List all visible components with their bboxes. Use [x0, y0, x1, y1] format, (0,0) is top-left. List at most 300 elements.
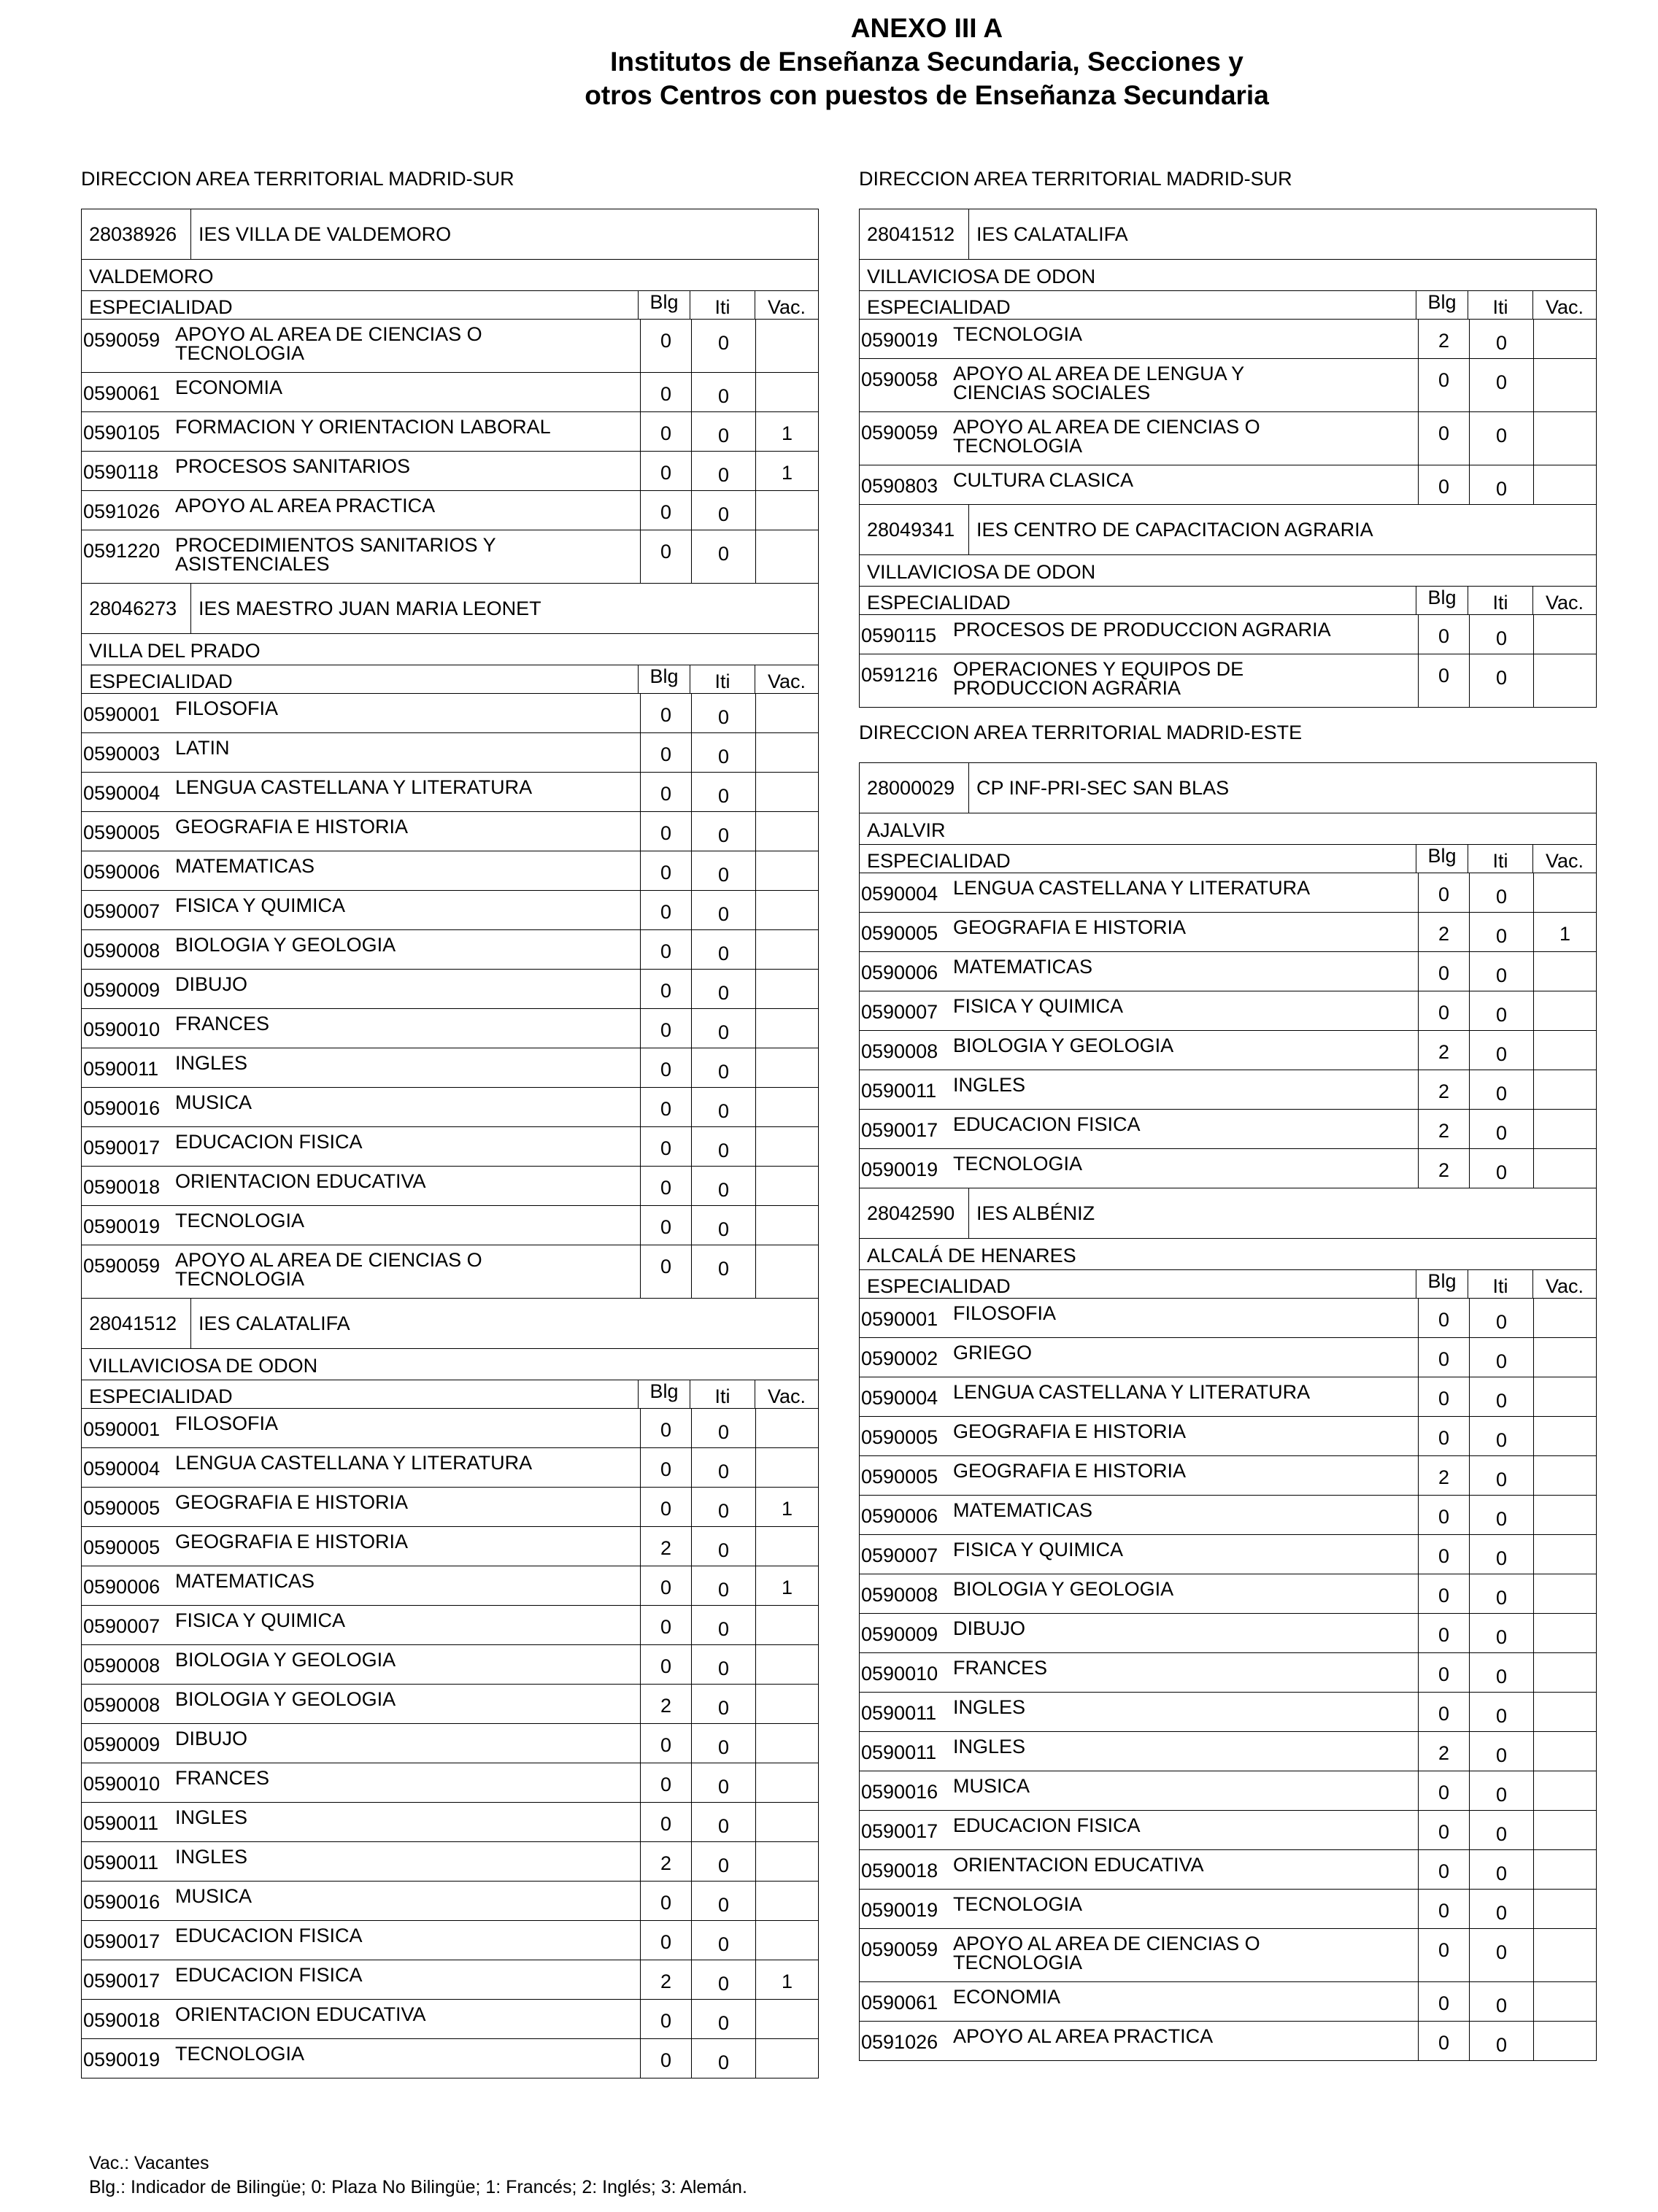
speciality-cell [82, 1685, 640, 1723]
speciality-name [175, 1014, 640, 1048]
speciality-name-line: INGLES [953, 1696, 1026, 1718]
speciality-name-line: FORMACION Y ORIENTACION LABORAL [175, 416, 551, 438]
speciality-cell [82, 851, 640, 890]
speciality-name-line: BIOLOGIA Y GEOLOGIA [953, 1578, 1174, 1600]
speciality-name [953, 1382, 1418, 1416]
center-town: VILLAVICIOSA DE ODON [860, 555, 1596, 587]
table-row [82, 1048, 818, 1088]
speciality-cell [82, 1127, 640, 1166]
iti-value: 0 [691, 373, 755, 411]
vac-value [755, 1206, 818, 1245]
table-row [860, 1338, 1596, 1377]
iti-value: 0 [691, 452, 755, 490]
speciality-name-line: APOYO AL AREA DE CIENCIAS O [953, 416, 1260, 438]
blg-value: 0 [640, 1763, 691, 1802]
speciality-code: 0590011 [83, 1812, 159, 1834]
speciality-cell [82, 1206, 640, 1245]
speciality-cell [860, 412, 1418, 465]
blg-value: 0 [1418, 1535, 1469, 1574]
speciality-code: 0590010 [861, 1663, 938, 1685]
speciality-name-line: MATEMATICAS [175, 1570, 315, 1592]
blg-value: 0 [1418, 1890, 1469, 1928]
table-row [82, 1009, 818, 1048]
speciality-name [175, 699, 640, 732]
speciality-code: 0590009 [861, 1623, 938, 1645]
iti-value: 0 [691, 1803, 755, 1841]
speciality-name [175, 1250, 640, 1298]
header-blg: Blg [638, 291, 690, 319]
vac-value [755, 1088, 818, 1126]
table-row [82, 412, 818, 452]
speciality-cell [82, 891, 640, 929]
header-especialidad: ESPECIALIDAD [867, 850, 1011, 872]
speciality-name [175, 1211, 640, 1245]
vac-value [755, 1763, 818, 1802]
iti-value: 0 [691, 1088, 755, 1126]
table-row [82, 930, 818, 970]
iti-value: 0 [691, 1645, 755, 1684]
vac-value [755, 733, 818, 772]
table-header [82, 1380, 818, 1409]
speciality-name [175, 896, 640, 929]
blg-value: 0 [640, 970, 691, 1008]
iti-value: 0 [1469, 873, 1533, 912]
speciality-name-line: DIBUJO [175, 973, 248, 995]
speciality-name [953, 1461, 1418, 1495]
header-especialidad: ESPECIALIDAD [89, 1385, 233, 1407]
iti-value: 0 [691, 694, 755, 732]
center-header [860, 505, 1596, 555]
header-especialidad: ESPECIALIDAD [867, 592, 1011, 614]
table-row [860, 1110, 1596, 1149]
speciality-cell [82, 530, 640, 583]
speciality-code: 0590019 [861, 1899, 938, 1921]
table-row [82, 1167, 818, 1206]
table-row [860, 1614, 1596, 1653]
speciality-name-line: MATEMATICAS [175, 855, 315, 877]
speciality-cell [82, 1167, 640, 1205]
iti-value: 0 [1469, 1417, 1533, 1455]
direccion-heading: DIRECCION AREA TERRITORIAL MADRID-SUR [859, 168, 1292, 190]
vac-value [1533, 1299, 1596, 1337]
speciality-cell [860, 359, 1418, 411]
table-header [860, 1270, 1596, 1299]
header-iti: Iti [1468, 1270, 1532, 1298]
speciality-name [175, 535, 640, 583]
speciality-code: 0590011 [861, 1080, 937, 1102]
header-iti: Iti [690, 665, 755, 693]
iti-value: 0 [1469, 1982, 1533, 2021]
speciality-name [953, 1816, 1418, 1849]
iti-value: 0 [1469, 465, 1533, 504]
speciality-name-line: BIOLOGIA Y GEOLOGIA [175, 1649, 396, 1671]
center-town: VILLAVICIOSA DE ODON [82, 1349, 818, 1380]
vac-value [755, 1245, 818, 1298]
speciality-name [175, 325, 640, 372]
speciality-code: 0590019 [861, 1159, 938, 1180]
speciality-name-line: CULTURA CLASICA [953, 469, 1134, 491]
center-name: IES CENTRO DE CAPACITACION AGRARIA [976, 519, 1373, 541]
speciality-name-line: MATEMATICAS [953, 1499, 1093, 1521]
speciality-code: 0590007 [83, 1615, 161, 1637]
vac-value [1533, 1496, 1596, 1534]
table-row [82, 1921, 818, 1960]
center-name: IES CALATALIFA [198, 1312, 350, 1334]
blg-value: 0 [1418, 952, 1469, 991]
vac-value [755, 773, 818, 811]
speciality-code: 0590001 [861, 1308, 938, 1330]
blg-value: 0 [640, 1167, 691, 1205]
iti-value: 0 [691, 1842, 755, 1881]
blg-value: 2 [1418, 320, 1469, 358]
speciality-code: 0590008 [83, 1694, 161, 1716]
speciality-code: 0590059 [83, 329, 161, 351]
speciality-name-line: APOYO AL AREA PRACTICA [175, 495, 436, 517]
iti-value: 0 [691, 773, 755, 811]
speciality-cell [860, 1070, 1418, 1109]
iti-value: 0 [691, 1960, 755, 1999]
speciality-name-line-2: TECNOLOGIA [953, 435, 1083, 457]
speciality-name-line: FRANCES [953, 1657, 1048, 1679]
blg-value: 0 [1418, 1811, 1469, 1849]
vac-value [1533, 1982, 1596, 2021]
blg-value: 0 [640, 1645, 691, 1684]
iti-value: 0 [1469, 1377, 1533, 1416]
vac-value [755, 320, 818, 372]
iti-value: 0 [691, 530, 755, 583]
speciality-name-line: TECNOLOGIA [953, 1153, 1083, 1175]
speciality-name-line: LENGUA CASTELLANA Y LITERATURA [175, 1452, 533, 1474]
blg-value: 0 [1418, 1653, 1469, 1692]
speciality-code: 0590018 [83, 1176, 161, 1198]
vac-value [755, 812, 818, 851]
speciality-cell [860, 952, 1418, 991]
blg-value: 0 [640, 1448, 691, 1487]
table-row [860, 1377, 1596, 1417]
iti-value: 0 [1469, 654, 1533, 707]
iti-value: 0 [691, 1527, 755, 1566]
speciality-cell [82, 320, 640, 372]
blg-value: 0 [1418, 1338, 1469, 1377]
table-row [860, 1417, 1596, 1456]
speciality-cell [860, 1929, 1418, 1981]
vac-value [1533, 1110, 1596, 1148]
speciality-code: 0590803 [861, 475, 938, 497]
header-blg: Blg [1416, 845, 1468, 873]
direccion-heading: DIRECCION AREA TERRITORIAL MADRID-ESTE [859, 722, 1303, 743]
blg-value: 0 [1418, 1614, 1469, 1652]
speciality-name-line: FILOSOFIA [953, 1302, 1057, 1324]
speciality-name [953, 1422, 1418, 1455]
table-row [82, 530, 818, 583]
speciality-name-line: DIBUJO [953, 1617, 1026, 1639]
speciality-name [175, 856, 640, 890]
speciality-cell [82, 1921, 640, 1960]
speciality-name-line: ORIENTACION EDUCATIVA [175, 1170, 426, 1192]
speciality-code: 0590016 [861, 1781, 938, 1803]
speciality-name-line: INGLES [953, 1736, 1026, 1757]
speciality-cell [82, 930, 640, 969]
speciality-cell [860, 320, 1418, 358]
speciality-name-line: GEOGRAFIA E HISTORIA [953, 1420, 1187, 1442]
iti-value: 0 [1469, 1929, 1533, 1981]
header-vac: Vac. [755, 665, 818, 693]
iti-value: 0 [691, 812, 755, 851]
speciality-cell [860, 1850, 1418, 1889]
speciality-name-line: ECONOMIA [175, 376, 283, 398]
vac-value: 1 [755, 1488, 818, 1526]
table-row [860, 1574, 1596, 1614]
title-line-2: Institutos de Enseñanza Secundaria, Secciones y [610, 47, 1244, 77]
vac-value [755, 373, 818, 411]
speciality-code: 0590018 [861, 1860, 938, 1882]
iti-value: 0 [691, 970, 755, 1008]
center-town: VALDEMORO [82, 260, 818, 291]
center-header [860, 209, 1596, 260]
center-block [81, 1299, 819, 2078]
speciality-cell [860, 991, 1418, 1030]
speciality-name [175, 2005, 640, 2038]
table-row [82, 1245, 818, 1298]
iti-value: 0 [1469, 1811, 1533, 1849]
speciality-name [175, 1847, 640, 1881]
speciality-cell [82, 1724, 640, 1763]
iti-value: 0 [1469, 320, 1533, 358]
speciality-code: 0590118 [83, 461, 159, 483]
speciality-cell [82, 452, 640, 490]
iti-value: 0 [1469, 615, 1533, 654]
speciality-name-line: APOYO AL AREA DE CIENCIAS O [953, 1933, 1260, 1954]
table-row [82, 1206, 818, 1245]
speciality-name-line: INGLES [175, 1052, 248, 1074]
speciality-name [953, 325, 1418, 358]
speciality-code: 0590008 [861, 1040, 938, 1062]
speciality-name-line: EDUCACION FISICA [175, 1131, 363, 1153]
speciality-name [175, 738, 640, 772]
vac-value: 1 [755, 452, 818, 490]
speciality-name-line: MATEMATICAS [953, 956, 1093, 978]
header-blg: Blg [1416, 1270, 1468, 1298]
header-vac: Vac. [1532, 291, 1596, 319]
iti-value: 0 [1469, 1338, 1533, 1377]
vac-value [755, 1009, 818, 1048]
speciality-cell [860, 1299, 1418, 1337]
vac-value [1533, 359, 1596, 411]
speciality-name-line: LATIN [175, 737, 230, 759]
speciality-cell [860, 1890, 1418, 1928]
speciality-name [953, 2027, 1418, 2060]
speciality-cell [860, 615, 1418, 654]
vac-value [1533, 1338, 1596, 1377]
speciality-cell [82, 1566, 640, 1605]
speciality-name [175, 378, 640, 411]
speciality-cell [82, 970, 640, 1008]
speciality-name [175, 1532, 640, 1566]
center-code: 28041512 [860, 209, 969, 259]
speciality-name-line: LENGUA CASTELLANA Y LITERATURA [953, 877, 1311, 899]
iti-value: 0 [691, 930, 755, 969]
iti-value: 0 [1469, 1299, 1533, 1337]
speciality-name [175, 1650, 640, 1684]
vac-value [1533, 615, 1596, 654]
iti-value: 0 [691, 1127, 755, 1166]
blg-value: 0 [640, 733, 691, 772]
blg-value: 0 [640, 412, 691, 451]
speciality-cell [860, 1377, 1418, 1416]
center-name: CP INF-PRI-SEC SAN BLAS [976, 777, 1230, 799]
vac-value [755, 1167, 818, 1205]
header-blg: Blg [1416, 587, 1468, 614]
blg-value: 0 [640, 373, 691, 411]
center-block [81, 209, 819, 584]
blg-value: 0 [640, 1566, 691, 1605]
center-name: IES CALATALIFA [976, 223, 1128, 245]
speciality-name [175, 2044, 640, 2078]
iti-value: 0 [1469, 2022, 1533, 2060]
iti-value: 0 [1469, 412, 1533, 465]
header-blg: Blg [638, 1380, 690, 1408]
speciality-name [175, 1172, 640, 1205]
vac-value [1533, 1614, 1596, 1652]
speciality-name-line: EDUCACION FISICA [953, 1814, 1141, 1836]
speciality-name [175, 1965, 640, 1999]
speciality-name-line: LENGUA CASTELLANA Y LITERATURA [175, 776, 533, 798]
header-blg: Blg [638, 665, 690, 693]
center-code: 28038926 [82, 209, 191, 259]
speciality-code: 0590017 [83, 1930, 161, 1952]
iti-value: 0 [691, 1009, 755, 1048]
blg-value: 0 [640, 773, 691, 811]
speciality-name-line: FISICA Y QUIMICA [175, 1609, 346, 1631]
speciality-name-line: LENGUA CASTELLANA Y LITERATURA [953, 1381, 1311, 1403]
vac-value: 1 [755, 1566, 818, 1605]
blg-value: 0 [640, 1724, 691, 1763]
footer-legend [89, 2151, 747, 2200]
speciality-code: 0590007 [861, 1544, 938, 1566]
speciality-name-line: FRANCES [175, 1767, 270, 1789]
table-row [82, 1763, 818, 1803]
speciality-code: 0590001 [83, 703, 161, 725]
blg-value: 0 [1418, 1496, 1469, 1534]
speciality-name-line: EDUCACION FISICA [175, 1964, 363, 1986]
table-header [860, 291, 1596, 320]
header-vac: Vac. [755, 291, 818, 319]
vac-value: 1 [755, 412, 818, 451]
speciality-cell [82, 2000, 640, 2038]
vac-value [755, 491, 818, 530]
speciality-code: 0590004 [861, 1387, 938, 1409]
blg-value: 2 [1418, 1732, 1469, 1771]
speciality-name [175, 1453, 640, 1487]
blg-value: 2 [1418, 1031, 1469, 1070]
vac-value [1533, 1811, 1596, 1849]
iti-value: 0 [1469, 1771, 1533, 1810]
table-row [860, 412, 1596, 465]
table-row [860, 615, 1596, 654]
speciality-code: 0590006 [83, 1576, 161, 1598]
blg-value: 0 [640, 1206, 691, 1245]
speciality-name-line: FRANCES [175, 1013, 270, 1035]
speciality-name-line: APOYO AL AREA DE CIENCIAS O [175, 323, 482, 345]
speciality-name [953, 1540, 1418, 1574]
speciality-code: 0590004 [83, 1458, 161, 1480]
iti-value: 0 [691, 1882, 755, 1920]
speciality-code: 0590011 [83, 1852, 159, 1873]
vac-value [1533, 1456, 1596, 1495]
vac-value [1533, 1417, 1596, 1455]
table-row [860, 1535, 1596, 1574]
blg-value: 0 [640, 694, 691, 732]
blg-value: 0 [640, 1488, 691, 1526]
speciality-name [953, 417, 1418, 465]
iti-value: 0 [691, 1409, 755, 1447]
vac-value [755, 1842, 818, 1881]
blg-value: 2 [1418, 1110, 1469, 1148]
speciality-name-line: BIOLOGIA Y GEOLOGIA [953, 1035, 1174, 1056]
table-row [860, 1456, 1596, 1496]
speciality-cell [82, 1763, 640, 1802]
vac-value [1533, 1149, 1596, 1188]
table-row [82, 694, 818, 733]
speciality-cell [82, 1448, 640, 1487]
speciality-name [953, 1895, 1418, 1928]
speciality-cell [82, 733, 640, 772]
table-row [860, 654, 1596, 707]
iti-value: 0 [691, 1685, 755, 1723]
table-row [860, 1653, 1596, 1693]
table-row [82, 891, 818, 930]
blg-value: 0 [640, 491, 691, 530]
vac-value [1533, 1535, 1596, 1574]
speciality-name [175, 975, 640, 1008]
speciality-code: 0590017 [83, 1137, 161, 1159]
speciality-name-line: FILOSOFIA [175, 697, 279, 719]
blg-value: 0 [640, 2039, 691, 2078]
speciality-code: 0590018 [83, 2009, 161, 2031]
vac-value [1533, 1771, 1596, 1810]
blg-value: 0 [1418, 615, 1469, 654]
speciality-cell [860, 1456, 1418, 1495]
vac-value [1533, 465, 1596, 504]
iti-value: 0 [691, 1566, 755, 1605]
iti-value: 0 [691, 1921, 755, 1960]
speciality-code: 0590005 [861, 1426, 938, 1448]
table-header [860, 845, 1596, 873]
speciality-cell [860, 1496, 1418, 1534]
vac-value [755, 1685, 818, 1723]
blg-value: 0 [1418, 1417, 1469, 1455]
vac-value [1533, 952, 1596, 991]
speciality-name-line: GEOGRAFIA E HISTORIA [175, 1491, 409, 1513]
speciality-name-line: TECNOLOGIA [953, 1893, 1083, 1915]
speciality-cell [860, 1149, 1418, 1188]
speciality-cell [82, 1882, 640, 1920]
blg-value: 0 [1418, 2022, 1469, 2060]
vac-value [755, 851, 818, 890]
speciality-cell [82, 1409, 640, 1447]
speciality-cell [860, 1338, 1418, 1377]
speciality-code: 0590019 [861, 329, 938, 351]
speciality-code: 0590115 [861, 624, 937, 646]
blg-value: 0 [640, 1245, 691, 1298]
blg-value: 2 [1418, 1070, 1469, 1109]
header-especialidad: ESPECIALIDAD [867, 1275, 1011, 1297]
vac-value: 1 [755, 1960, 818, 1999]
speciality-name [175, 1926, 640, 1960]
iti-value: 0 [691, 1448, 755, 1487]
header-iti: Iti [690, 1380, 755, 1408]
iti-value: 0 [691, 412, 755, 451]
